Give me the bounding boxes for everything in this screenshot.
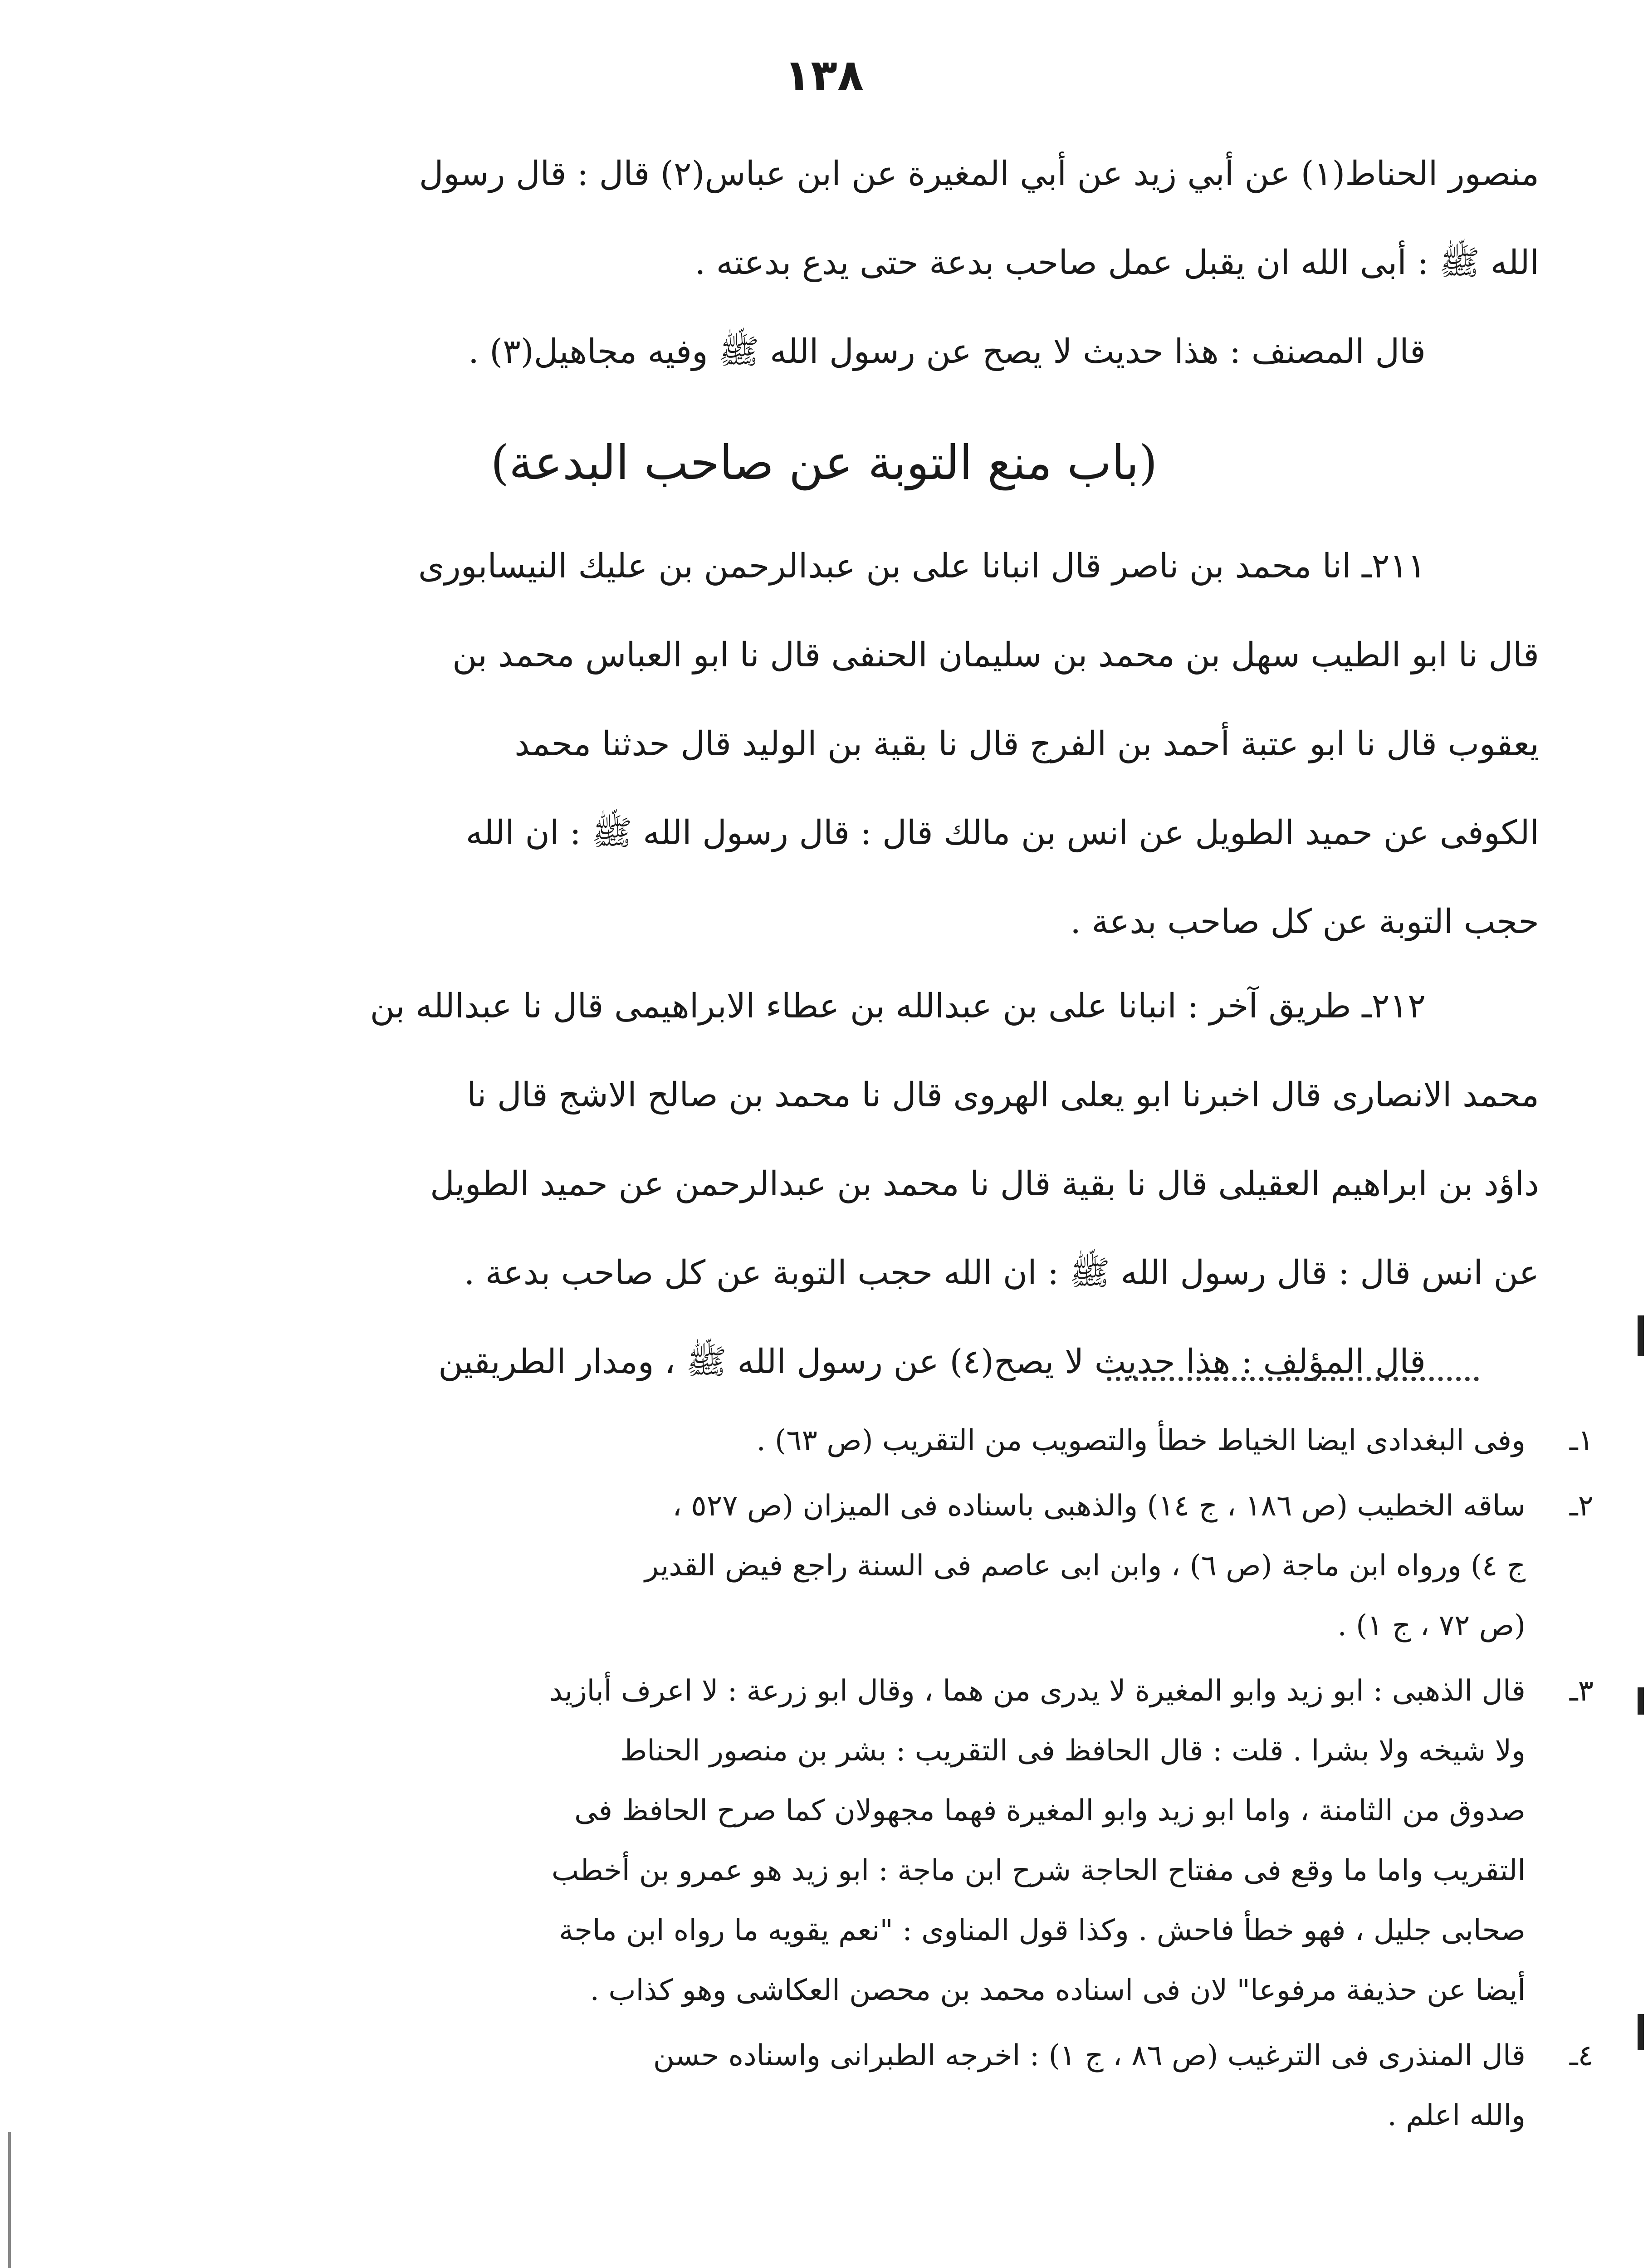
text-line: قال المؤلف : هذا حديث لا يصح(٤) عن رسول الله ﷺ ، ومدار الطريقين [438, 1342, 1426, 1381]
text-line: ٢١٢ـ طريق آخر : انبانا على بن عبدالله بن عطاء الابراهيمى قال نا عبدالله بن [370, 987, 1426, 1026]
footnote-line: صدوق من الثامنة ، واما ابو زيد وابو المغيرة فهما مجهولان كما صرح الحافظ فى [574, 1794, 1526, 1828]
text-line: الكوفى عن حميد الطويل عن انس بن مالك قال : قال رسول الله ﷺ : ان الله [465, 813, 1539, 852]
footnote [218, 2026, 1594, 2146]
text-line: الله ﷺ : أبى الله ان يقبل عمل صاحب بدعة حتى يدع بدعته . [694, 243, 1539, 282]
footnote-number: ١ـ [1569, 1424, 1594, 1457]
text-line: قال المصنف : هذا حديث لا يصح عن رسول الله ﷺ وفيه مجاهيل(٣) . [468, 332, 1426, 371]
intro-paragraph [109, 129, 1539, 396]
footnote-separator [1107, 1377, 1479, 1381]
footnote [218, 1476, 1594, 1656]
footnote-number: ٤ـ [1569, 2039, 1594, 2072]
footnote-line: أيضا عن حذيفة مرفوعا" لان فى اسناده محمد بن محصن العكاشى وهو كذاب . [590, 1974, 1526, 2007]
text-line: عن انس قال : قال رسول الله ﷺ : ان الله حجب التوبة عن كل صاحب بدعة . [464, 1253, 1539, 1292]
footnote-line: (ص ٧٢ ، ج ١) . [1337, 1609, 1526, 1642]
text-line: منصور الحناط(١) عن أبي زيد عن أبي المغيرة عن ابن عباس(٢) قال : قال رسول [419, 154, 1539, 193]
text-line: داؤد بن ابراهيم العقيلى قال نا بقية قال نا محمد بن عبدالرحمن عن حميد الطويل [430, 1164, 1539, 1203]
text-line: ٢١١ـ انا محمد بن ناصر قال انبانا على بن عبدالرحمن بن عليك النيسابورى [418, 547, 1426, 586]
footnote-number: ٢ـ [1569, 1489, 1594, 1523]
scan-edge-mark [8, 2132, 11, 2268]
footnote [218, 1411, 1594, 1471]
footnote-line: قال المنذرى فى الترغيب (ص ٨٦ ، ج ١) : اخرجه الطبرانى واسناده حسن [653, 2039, 1526, 2072]
footnote-line: التقريب واما ما وقع فى مفتاح الحاجة شرح ابن ماجة : ابو زيد هو عمرو بن أخطب [551, 1854, 1526, 1887]
section-heading: (باب منع التوبة عن صاحب البدعة) [490, 435, 1158, 490]
text-line: حجب التوبة عن كل صاحب بدعة . [1070, 902, 1539, 941]
text-line: قال نا ابو الطيب سهل بن محمد بن سليمان الحنفى قال نا ابو العباس محمد بن [452, 635, 1539, 675]
hadith-212 [109, 962, 1539, 1406]
text-line: محمد الانصارى قال اخبرنا ابو يعلى الهروى قال نا محمد بن صالح الاشج قال نا [467, 1075, 1539, 1114]
footnote-line: قال الذهبى : ابو زيد وابو المغيرة لا يدرى من هما ، وقال ابو زرعة : لا اعرف أبازيد [549, 1674, 1526, 1708]
hadith-211 [109, 522, 1539, 966]
footnote-line: ساقه الخطيب (ص ١٨٦ ، ج ١٤) والذهبى باسناده فى الميزان (ص ٥٢٧ ، [672, 1489, 1526, 1523]
footnote-line: صحابى جليل ، فهو خطأ فاحش . وكذا قول المناوى : "نعم يقويه ما رواه ابن ماجة [559, 1914, 1526, 1947]
footnote-line: ج ٤) ورواه ابن ماجة (ص ٦) ، وابن ابى عاصم فى السنة راجع فيض القدير [645, 1549, 1526, 1583]
footnote [218, 1661, 1594, 2020]
page-number: ١٣٨ [784, 50, 864, 101]
footnote-number: ٣ـ [1569, 1674, 1594, 1708]
footnote-line: ولا شيخه ولا بشرا . قلت : قال الحافظ فى التقريب : بشر بن منصور الحناط [620, 1734, 1526, 1768]
footnote-line: والله اعلم . [1387, 2099, 1526, 2132]
footnotes [218, 1411, 1594, 2151]
scan-edge-mark [1638, 1315, 1644, 1356]
scan-edge-mark [1638, 1687, 1644, 1715]
text-line: يعقوب قال نا ابو عتبة أحمد بن الفرج قال نا بقية بن الوليد قال حدثنا محمد [514, 724, 1539, 763]
scan-edge-mark [1638, 2014, 1644, 2050]
footnote-line: وفى البغدادى ايضا الخياط خطأ والتصويب من التقريب (ص ٦٣) . [756, 1424, 1526, 1457]
